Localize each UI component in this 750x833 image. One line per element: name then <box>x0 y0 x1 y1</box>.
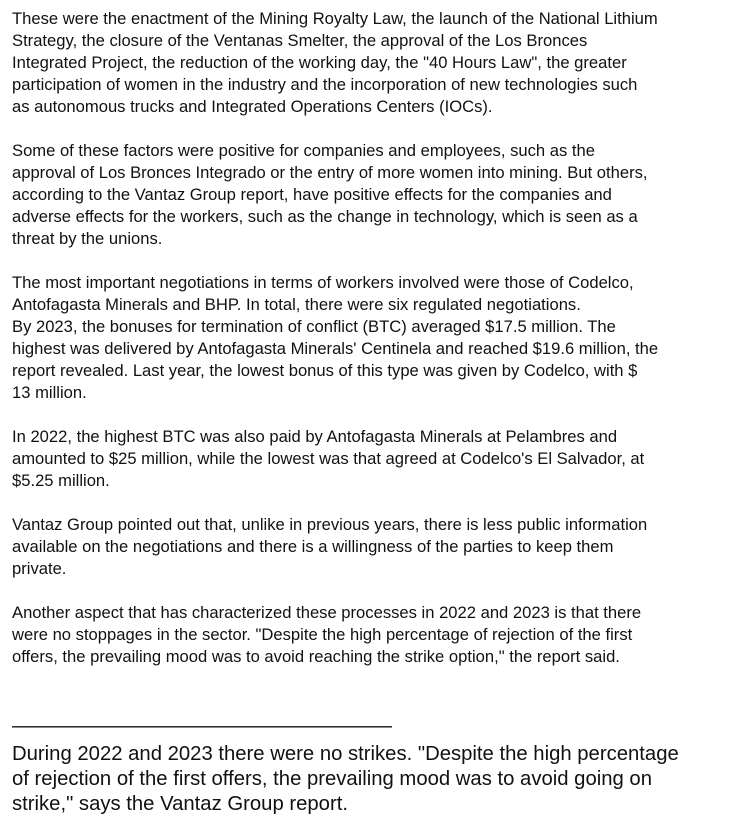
article-body <box>12 8 750 817</box>
section-divider: ——————————————————— <box>12 715 392 737</box>
paragraph-negotiations: The most important negotiations in terms of workers involved were those of Codelco, Antofagasta Minerals and BHP. In total, there were six regulated negotiations. By 2023, the bonuses for termination of conflict (BTC) averaged $17.5 million. The highest was delivered by Antofagasta Minerals' Centinela and reached $19.6 million, the report revealed. Last year, the lowest bonus of this type was given by Codelco, with $ 13 million. <box>12 273 659 402</box>
paragraph-mining-events: These were the enactment of the Mining Royalty Law, the launch of the National Lithium Strategy, the closure of the Ventanas Smelter, the approval of the Los Bronces Integrated Project, the reduction of the working day, the "40 Hours Law", the greater participation of women in the industry and the incorporation of new technologies such as autonomous trucks and Integrated Operations Centers (IOCs). <box>12 9 658 116</box>
paragraph-no-stoppages: Another aspect that has characterized these processes in 2022 and 2023 is that there were no stoppages in the sector. "Despite the high percentage of rejection of the first offers, the prevailing mood was to avoid reaching the strike option," the report said. <box>12 603 642 666</box>
paragraph-factors: Some of these factors were positive for companies and employees, such as the approval of Los Bronces Integrado or the entry of more women into mining. But others, according to the Vantaz Group report, have positive effects for the companies and adverse effects for the workers, such as the change in technology, which is seen as a threat by the unions. <box>12 141 648 248</box>
paragraph-2022-btc: In 2022, the highest BTC was also paid by Antofagasta Minerals at Pelambres and amounted to $25 million, while the lowest was that agreed at Codelco's El Salvador, at $5.25 million. <box>12 427 645 490</box>
pull-quote: During 2022 and 2023 there were no strikes. "Despite the high percentage of rejection of the first offers, the prevailing mood was to avoid going on strike," says the Vantaz Group report. <box>12 743 679 815</box>
paragraph-public-information: Vantaz Group pointed out that, unlike in previous years, there is less public information available on the negotiations and there is a willingness of the parties to keep them private. <box>12 515 648 578</box>
